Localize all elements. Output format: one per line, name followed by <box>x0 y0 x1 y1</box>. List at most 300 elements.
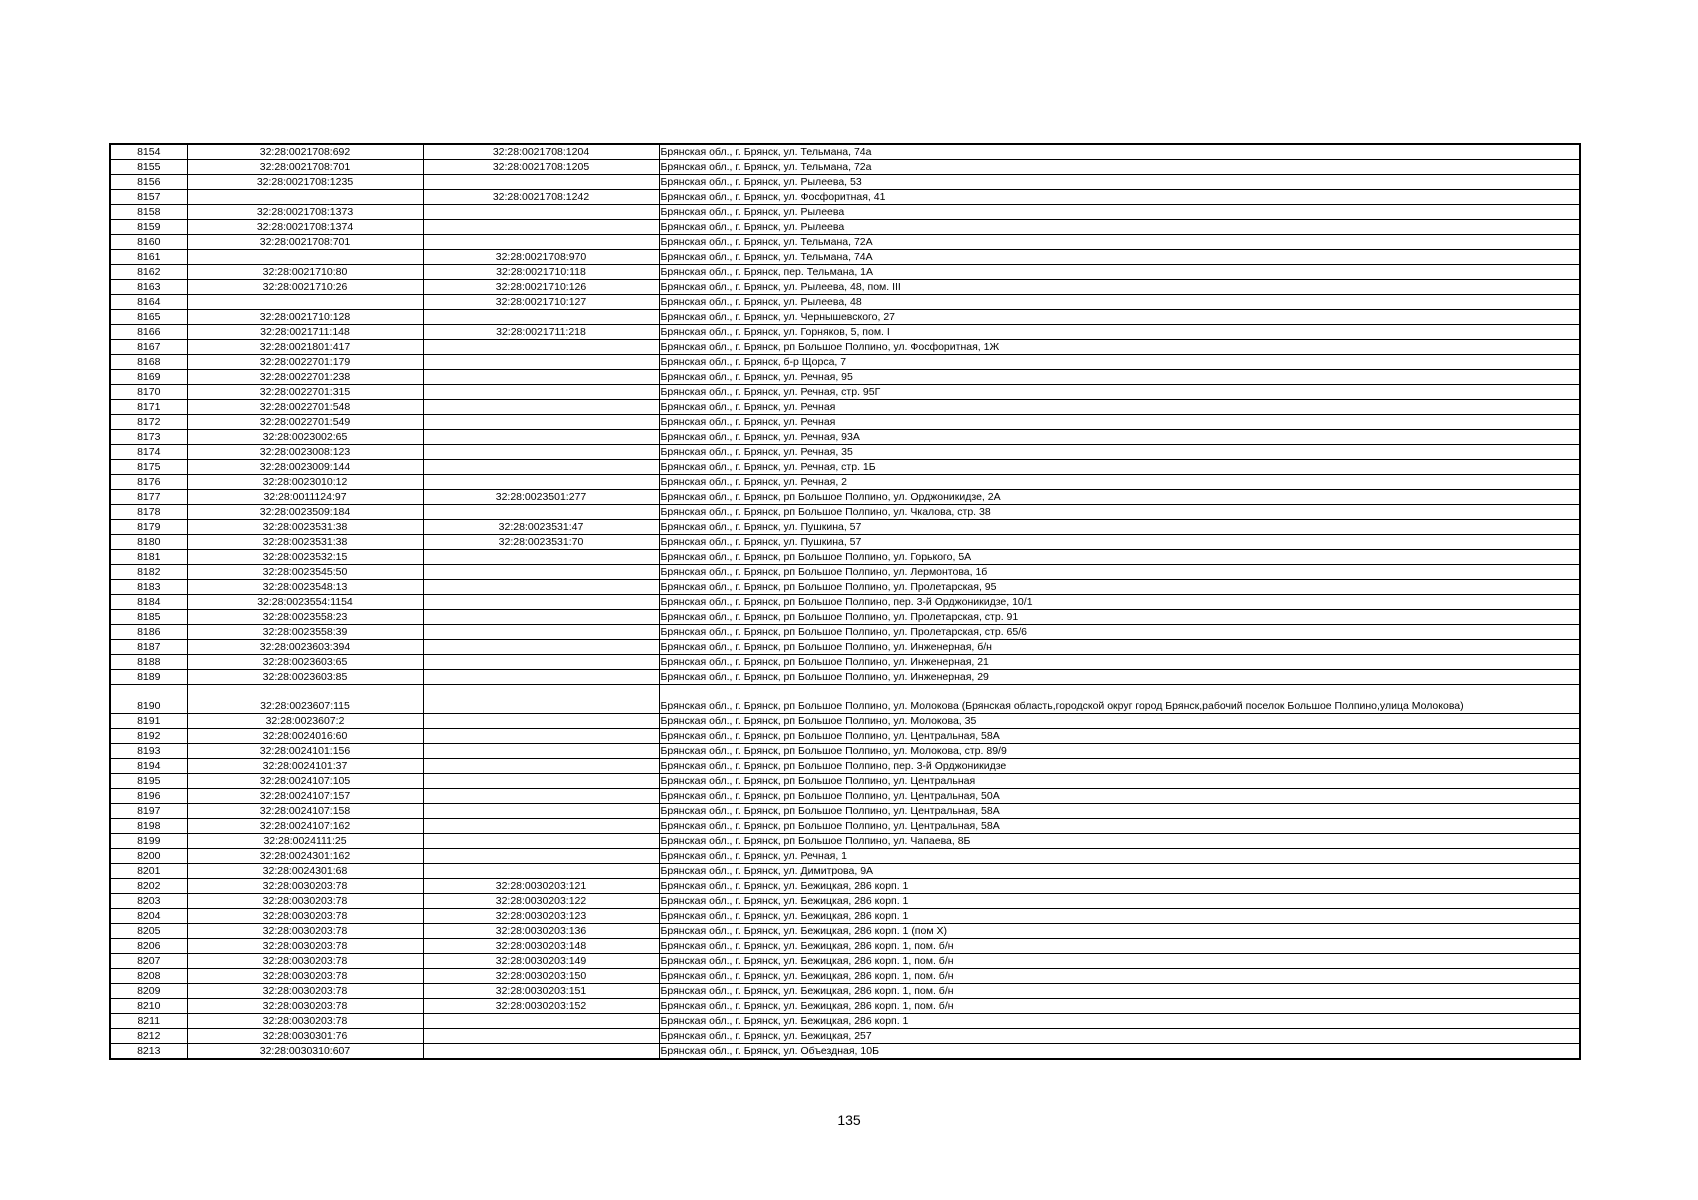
cadastral-number-cell: 32:28:0024101:156 <box>187 744 423 759</box>
address-cell: Брянская обл., г. Брянск, ул. Бежицкая, 286 корп. 1 <box>659 894 1580 909</box>
cadastral-number-cell: 32:28:0021710:80 <box>187 265 423 280</box>
address-cell: Брянская обл., г. Брянск, рп Большое Полпино, ул. Центральная, 58А <box>659 729 1580 744</box>
table-row <box>110 879 1580 894</box>
row-number-cell: 8177 <box>110 490 187 505</box>
row-number-cell: 8178 <box>110 505 187 520</box>
cadastral-number-cell: 32:28:0024301:162 <box>187 849 423 864</box>
parent-cadastral-number-cell: 32:28:0023531:70 <box>423 535 659 550</box>
parent-cadastral-number-cell <box>423 849 659 864</box>
cadastral-number-cell: 32:28:0024107:162 <box>187 819 423 834</box>
cadastral-number-cell: 32:28:0023554:1154 <box>187 595 423 610</box>
table-row <box>110 640 1580 655</box>
address-cell: Брянская обл., г. Брянск, ул. Димитрова, 9А <box>659 864 1580 879</box>
address-cell: Брянская обл., г. Брянск, б-р Щорса, 7 <box>659 355 1580 370</box>
address-cell: Брянская обл., г. Брянск, ул. Речная, стр. 1Б <box>659 460 1580 475</box>
address-cell: Брянская обл., г. Брянск, ул. Бежицкая, 286 корп. 1, пом. б/н <box>659 954 1580 969</box>
parent-cadastral-number-cell: 32:28:0030203:149 <box>423 954 659 969</box>
address-cell: Брянская обл., г. Брянск, ул. Пушкина, 57 <box>659 520 1580 535</box>
parent-cadastral-number-cell <box>423 834 659 849</box>
parent-cadastral-number-cell <box>423 685 659 714</box>
row-number-cell: 8202 <box>110 879 187 894</box>
row-number-cell: 8196 <box>110 789 187 804</box>
row-number-cell: 8190 <box>110 685 187 714</box>
table-row <box>110 205 1580 220</box>
row-number-cell: 8172 <box>110 415 187 430</box>
parent-cadastral-number-cell <box>423 400 659 415</box>
parent-cadastral-number-cell <box>423 744 659 759</box>
address-cell: Брянская обл., г. Брянск, рп Большое Полпино, ул. Лермонтова, 1б <box>659 565 1580 580</box>
parent-cadastral-number-cell: 32:28:0021710:126 <box>423 280 659 295</box>
cadastral-number-cell: 32:28:0021708:701 <box>187 235 423 250</box>
table-row <box>110 685 1580 714</box>
cadastral-number-cell: 32:28:0030203:78 <box>187 984 423 999</box>
parent-cadastral-number-cell <box>423 864 659 879</box>
cadastral-number-cell: 32:28:0023509:184 <box>187 505 423 520</box>
row-number-cell: 8162 <box>110 265 187 280</box>
table-row <box>110 160 1580 175</box>
row-number-cell: 8213 <box>110 1044 187 1060</box>
address-cell: Брянская обл., г. Брянск, ул. Бежицкая, 286 корп. 1 <box>659 909 1580 924</box>
cadastral-number-cell: 32:28:0030203:78 <box>187 954 423 969</box>
parent-cadastral-number-cell <box>423 415 659 430</box>
row-number-cell: 8167 <box>110 340 187 355</box>
page-number: 135 <box>837 1112 861 1128</box>
address-cell: Брянская обл., г. Брянск, рп Большое Полпино, ул. Молокова, 35 <box>659 714 1580 729</box>
address-cell: Брянская обл., г. Брянск, рп Большое Полпино, ул. Пролетарская, 95 <box>659 580 1580 595</box>
row-number-cell: 8154 <box>110 144 187 160</box>
address-cell: Брянская обл., г. Брянск, ул. Речная, стр. 95Г <box>659 385 1580 400</box>
parent-cadastral-number-cell: 32:28:0030203:122 <box>423 894 659 909</box>
address-cell: Брянская обл., г. Брянск, ул. Речная, 2 <box>659 475 1580 490</box>
parent-cadastral-number-cell <box>423 595 659 610</box>
address-cell: Брянская обл., г. Брянск, рп Большое Полпино, пер. 3-й Орджоникидзе <box>659 759 1580 774</box>
row-number-cell: 8161 <box>110 250 187 265</box>
cadastral-number-cell: 32:28:0030203:78 <box>187 909 423 924</box>
row-number-cell: 8210 <box>110 999 187 1014</box>
cadastral-number-cell: 32:28:0030203:78 <box>187 924 423 939</box>
cadastral-number-cell: 32:28:0021708:692 <box>187 144 423 160</box>
address-cell: Брянская обл., г. Брянск, рп Большое Полпино, пер. 3-й Орджоникидзе, 10/1 <box>659 595 1580 610</box>
parent-cadastral-number-cell: 32:28:0030203:150 <box>423 969 659 984</box>
table-row <box>110 295 1580 310</box>
cadastral-number-cell: 32:28:0023002:65 <box>187 430 423 445</box>
parent-cadastral-number-cell <box>423 774 659 789</box>
parent-cadastral-number-cell: 32:28:0021708:970 <box>423 250 659 265</box>
address-cell: Брянская обл., г. Брянск, ул. Тельмана, 72а <box>659 160 1580 175</box>
parent-cadastral-number-cell <box>423 729 659 744</box>
address-cell: Брянская обл., г. Брянск, ул. Речная, 93А <box>659 430 1580 445</box>
row-number-cell: 8209 <box>110 984 187 999</box>
table-row <box>110 520 1580 535</box>
table-row <box>110 370 1580 385</box>
address-cell: Брянская обл., г. Брянск, рп Большое Полпино, ул. Инженерная, 21 <box>659 655 1580 670</box>
parent-cadastral-number-cell <box>423 460 659 475</box>
table-row <box>110 655 1580 670</box>
table-body <box>110 144 1580 1059</box>
row-number-cell: 8165 <box>110 310 187 325</box>
table-row <box>110 250 1580 265</box>
row-number-cell: 8182 <box>110 565 187 580</box>
cadastral-number-cell: 32:28:0021708:1235 <box>187 175 423 190</box>
cadastral-number-cell: 32:28:0023558:23 <box>187 610 423 625</box>
table-row <box>110 325 1580 340</box>
parent-cadastral-number-cell <box>423 1044 659 1060</box>
cadastral-number-cell: 32:28:0023545:50 <box>187 565 423 580</box>
address-cell: Брянская обл., г. Брянск, рп Большое Полпино, ул. Центральная <box>659 774 1580 789</box>
address-cell: Брянская обл., г. Брянск, рп Большое Полпино, ул. Орджоникидзе, 2А <box>659 490 1580 505</box>
address-cell: Брянская обл., г. Брянск, рп Большое Полпино, ул. Молокова (Брянская область,городской округ город Брянск,рабочий поселок Большое Полпино,улица Молокова) <box>659 685 1580 714</box>
table-row <box>110 190 1580 205</box>
table-row <box>110 385 1580 400</box>
address-cell: Брянская обл., г. Брянск, рп Большое Полпино, ул. Чапаева, 8Б <box>659 834 1580 849</box>
cadastral-number-cell <box>187 190 423 205</box>
table-row <box>110 220 1580 235</box>
parent-cadastral-number-cell <box>423 220 659 235</box>
cadastral-number-cell: 32:28:0022701:549 <box>187 415 423 430</box>
table-row <box>110 999 1580 1014</box>
address-cell: Брянская обл., г. Брянск, ул. Речная <box>659 400 1580 415</box>
table-row <box>110 550 1580 565</box>
table-row <box>110 864 1580 879</box>
cadastral-number-cell: 32:28:0030203:78 <box>187 894 423 909</box>
table-row <box>110 535 1580 550</box>
address-cell: Брянская обл., г. Брянск, ул. Рылеева, 48 <box>659 295 1580 310</box>
cadastral-number-cell: 32:28:0024301:68 <box>187 864 423 879</box>
parent-cadastral-number-cell <box>423 580 659 595</box>
address-cell: Брянская обл., г. Брянск, ул. Бежицкая, 286 корп. 1, пом. б/н <box>659 999 1580 1014</box>
table-row <box>110 1029 1580 1044</box>
table-row <box>110 340 1580 355</box>
address-cell: Брянская обл., г. Брянск, ул. Речная <box>659 415 1580 430</box>
row-number-cell: 8204 <box>110 909 187 924</box>
address-cell: Брянская обл., г. Брянск, ул. Чернышевского, 27 <box>659 310 1580 325</box>
table-row <box>110 400 1580 415</box>
cadastral-number-cell: 32:28:0030203:78 <box>187 969 423 984</box>
parent-cadastral-number-cell: 32:28:0021710:118 <box>423 265 659 280</box>
table-row <box>110 849 1580 864</box>
table-row <box>110 175 1580 190</box>
address-cell: Брянская обл., г. Брянск, рп Большое Полпино, ул. Горького, 5А <box>659 550 1580 565</box>
table-row <box>110 909 1580 924</box>
parent-cadastral-number-cell: 32:28:0030203:148 <box>423 939 659 954</box>
cadastral-number-cell: 32:28:0023531:38 <box>187 520 423 535</box>
cadastral-number-cell: 32:28:0023010:12 <box>187 475 423 490</box>
row-number-cell: 8194 <box>110 759 187 774</box>
parent-cadastral-number-cell <box>423 370 659 385</box>
cadastral-number-cell: 32:28:0024107:158 <box>187 804 423 819</box>
row-number-cell: 8183 <box>110 580 187 595</box>
row-number-cell: 8189 <box>110 670 187 685</box>
table-row <box>110 625 1580 640</box>
address-cell: Брянская обл., г. Брянск, ул. Рылеева, 53 <box>659 175 1580 190</box>
cadastral-number-cell: 32:28:0023603:394 <box>187 640 423 655</box>
row-number-cell: 8181 <box>110 550 187 565</box>
table-row <box>110 924 1580 939</box>
table-row <box>110 565 1580 580</box>
address-cell: Брянская обл., г. Брянск, ул. Фосфоритная, 41 <box>659 190 1580 205</box>
cadastral-number-cell: 32:28:0023548:13 <box>187 580 423 595</box>
parent-cadastral-number-cell <box>423 789 659 804</box>
parent-cadastral-number-cell <box>423 430 659 445</box>
table-row <box>110 355 1580 370</box>
table-row <box>110 729 1580 744</box>
row-number-cell: 8176 <box>110 475 187 490</box>
parent-cadastral-number-cell <box>423 1029 659 1044</box>
cadastral-number-cell: 32:28:0023532:15 <box>187 550 423 565</box>
row-number-cell: 8205 <box>110 924 187 939</box>
cadastral-number-cell: 32:28:0023603:65 <box>187 655 423 670</box>
parent-cadastral-number-cell: 32:28:0023501:277 <box>423 490 659 505</box>
table-row <box>110 580 1580 595</box>
parent-cadastral-number-cell <box>423 819 659 834</box>
address-cell: Брянская обл., г. Брянск, ул. Речная, 95 <box>659 370 1580 385</box>
table-row <box>110 490 1580 505</box>
address-cell: Брянская обл., г. Брянск, ул. Тельмана, 74А <box>659 250 1580 265</box>
row-number-cell: 8191 <box>110 714 187 729</box>
parent-cadastral-number-cell: 32:28:0030203:151 <box>423 984 659 999</box>
parent-cadastral-number-cell <box>423 759 659 774</box>
table-row <box>110 714 1580 729</box>
address-cell: Брянская обл., г. Брянск, ул. Бежицкая, 286 корп. 1, пом. б/н <box>659 939 1580 954</box>
address-cell: Брянская обл., г. Брянск, ул. Речная, 1 <box>659 849 1580 864</box>
cadastral-number-cell: 32:28:0024107:157 <box>187 789 423 804</box>
row-number-cell: 8156 <box>110 175 187 190</box>
cadastral-number-cell: 32:28:0024111:25 <box>187 834 423 849</box>
parent-cadastral-number-cell <box>423 310 659 325</box>
parent-cadastral-number-cell: 32:28:0030203:136 <box>423 924 659 939</box>
address-cell: Брянская обл., г. Брянск, пер. Тельмана, 1А <box>659 265 1580 280</box>
parent-cadastral-number-cell <box>423 714 659 729</box>
table-row <box>110 595 1580 610</box>
table-row <box>110 144 1580 160</box>
row-number-cell: 8212 <box>110 1029 187 1044</box>
cadastral-number-cell: 32:28:0023603:85 <box>187 670 423 685</box>
address-cell: Брянская обл., г. Брянск, ул. Бежицкая, 257 <box>659 1029 1580 1044</box>
address-cell: Брянская обл., г. Брянск, ул. Рылеева <box>659 205 1580 220</box>
cadastral-number-cell: 32:28:0021710:26 <box>187 280 423 295</box>
parent-cadastral-number-cell <box>423 340 659 355</box>
parent-cadastral-number-cell <box>423 565 659 580</box>
address-cell: Брянская обл., г. Брянск, ул. Тельмана, 74а <box>659 144 1580 160</box>
address-cell: Брянская обл., г. Брянск, рп Большое Полпино, ул. Фосфоритная, 1Ж <box>659 340 1580 355</box>
parent-cadastral-number-cell: 32:28:0021708:1242 <box>423 190 659 205</box>
cadastral-number-cell: 32:28:0023607:2 <box>187 714 423 729</box>
table-row <box>110 235 1580 250</box>
row-number-cell: 8203 <box>110 894 187 909</box>
parent-cadastral-number-cell <box>423 475 659 490</box>
table-row <box>110 1014 1580 1029</box>
row-number-cell: 8179 <box>110 520 187 535</box>
address-cell: Брянская обл., г. Брянск, рп Большое Полпино, ул. Чкалова, стр. 38 <box>659 505 1580 520</box>
cadastral-number-cell: 32:28:0024107:105 <box>187 774 423 789</box>
address-cell: Брянская обл., г. Брянск, ул. Объездная, 10Б <box>659 1044 1580 1060</box>
cadastral-number-cell: 32:28:0021708:1373 <box>187 205 423 220</box>
row-number-cell: 8206 <box>110 939 187 954</box>
parent-cadastral-number-cell <box>423 1014 659 1029</box>
cadastral-number-cell: 32:28:0021710:128 <box>187 310 423 325</box>
parent-cadastral-number-cell <box>423 235 659 250</box>
address-cell: Брянская обл., г. Брянск, ул. Бежицкая, 286 корп. 1 <box>659 1014 1580 1029</box>
cadastral-number-cell: 32:28:0030203:78 <box>187 1014 423 1029</box>
parent-cadastral-number-cell <box>423 804 659 819</box>
table-row <box>110 834 1580 849</box>
address-cell: Брянская обл., г. Брянск, ул. Бежицкая, 286 корп. 1 (пом X) <box>659 924 1580 939</box>
row-number-cell: 8169 <box>110 370 187 385</box>
row-number-cell: 8155 <box>110 160 187 175</box>
row-number-cell: 8201 <box>110 864 187 879</box>
parent-cadastral-number-cell: 32:28:0021710:127 <box>423 295 659 310</box>
row-number-cell: 8199 <box>110 834 187 849</box>
address-cell: Брянская обл., г. Брянск, рп Большое Полпино, ул. Молокова, стр. 89/9 <box>659 744 1580 759</box>
cadastral-number-cell: 32:28:0021708:1374 <box>187 220 423 235</box>
cadastral-number-cell: 32:28:0021801:417 <box>187 340 423 355</box>
row-number-cell: 8168 <box>110 355 187 370</box>
cadastral-number-cell: 32:28:0030203:78 <box>187 939 423 954</box>
cadastral-number-cell: 32:28:0022701:315 <box>187 385 423 400</box>
parent-cadastral-number-cell <box>423 445 659 460</box>
address-cell: Брянская обл., г. Брянск, ул. Тельмана, 72А <box>659 235 1580 250</box>
table-row <box>110 789 1580 804</box>
row-number-cell: 8197 <box>110 804 187 819</box>
table-row <box>110 984 1580 999</box>
row-number-cell: 8193 <box>110 744 187 759</box>
parent-cadastral-number-cell <box>423 610 659 625</box>
table-row <box>110 475 1580 490</box>
table-row <box>110 744 1580 759</box>
address-cell: Брянская обл., г. Брянск, ул. Рылеева <box>659 220 1580 235</box>
address-cell: Брянская обл., г. Брянск, рп Большое Полпино, ул. Центральная, 50А <box>659 789 1580 804</box>
row-number-cell: 8163 <box>110 280 187 295</box>
address-cell: Брянская обл., г. Брянск, рп Большое Полпино, ул. Пролетарская, стр. 65/6 <box>659 625 1580 640</box>
cadastral-number-cell: 32:28:0024101:37 <box>187 759 423 774</box>
table-row <box>110 265 1580 280</box>
address-cell: Брянская обл., г. Брянск, ул. Горняков, 5, пом. I <box>659 325 1580 340</box>
address-cell: Брянская обл., г. Брянск, ул. Бежицкая, 286 корп. 1 <box>659 879 1580 894</box>
cadastral-number-cell: 32:28:0023008:123 <box>187 445 423 460</box>
cadastral-number-cell: 32:28:0024016:60 <box>187 729 423 744</box>
cadastral-number-cell: 32:28:0023009:144 <box>187 460 423 475</box>
row-number-cell: 8166 <box>110 325 187 340</box>
cadastral-number-cell: 32:28:0021708:701 <box>187 160 423 175</box>
row-number-cell: 8173 <box>110 430 187 445</box>
table-row <box>110 1044 1580 1060</box>
parent-cadastral-number-cell <box>423 655 659 670</box>
cadastral-number-cell: 32:28:0011124:97 <box>187 490 423 505</box>
row-number-cell: 8160 <box>110 235 187 250</box>
table-row <box>110 610 1580 625</box>
parent-cadastral-number-cell <box>423 670 659 685</box>
address-cell: Брянская обл., г. Брянск, ул. Рылеева, 48, пом. III <box>659 280 1580 295</box>
row-number-cell: 8174 <box>110 445 187 460</box>
address-cell: Брянская обл., г. Брянск, ул. Бежицкая, 286 корп. 1, пом. б/н <box>659 984 1580 999</box>
table-row <box>110 774 1580 789</box>
table-row <box>110 954 1580 969</box>
address-cell: Брянская обл., г. Брянск, рп Большое Полпино, ул. Центральная, 58А <box>659 804 1580 819</box>
row-number-cell: 8157 <box>110 190 187 205</box>
cadastral-number-cell: 32:28:0030310:607 <box>187 1044 423 1060</box>
table-row <box>110 894 1580 909</box>
row-number-cell: 8184 <box>110 595 187 610</box>
row-number-cell: 8188 <box>110 655 187 670</box>
row-number-cell: 8208 <box>110 969 187 984</box>
address-cell: Брянская обл., г. Брянск, ул. Бежицкая, 286 корп. 1, пом. б/н <box>659 969 1580 984</box>
row-number-cell: 8211 <box>110 1014 187 1029</box>
row-number-cell: 8198 <box>110 819 187 834</box>
cadastral-registry-table <box>109 143 1581 1060</box>
table-row <box>110 505 1580 520</box>
parent-cadastral-number-cell: 32:28:0021708:1204 <box>423 144 659 160</box>
parent-cadastral-number-cell <box>423 175 659 190</box>
cadastral-number-cell: 32:28:0021711:148 <box>187 325 423 340</box>
parent-cadastral-number-cell <box>423 640 659 655</box>
row-number-cell: 8185 <box>110 610 187 625</box>
parent-cadastral-number-cell <box>423 625 659 640</box>
row-number-cell: 8192 <box>110 729 187 744</box>
cadastral-number-cell: 32:28:0030203:78 <box>187 999 423 1014</box>
row-number-cell: 8207 <box>110 954 187 969</box>
row-number-cell: 8164 <box>110 295 187 310</box>
parent-cadastral-number-cell <box>423 205 659 220</box>
table-row <box>110 415 1580 430</box>
table-row <box>110 759 1580 774</box>
address-cell: Брянская обл., г. Брянск, рп Большое Полпино, ул. Инженерная, б/н <box>659 640 1580 655</box>
address-cell: Брянская обл., г. Брянск, ул. Пушкина, 57 <box>659 535 1580 550</box>
parent-cadastral-number-cell: 32:28:0021708:1205 <box>423 160 659 175</box>
parent-cadastral-number-cell <box>423 385 659 400</box>
row-number-cell: 8186 <box>110 625 187 640</box>
cadastral-number-cell <box>187 295 423 310</box>
cadastral-number-cell: 32:28:0022701:238 <box>187 370 423 385</box>
table-row <box>110 280 1580 295</box>
cadastral-number-cell: 32:28:0023531:38 <box>187 535 423 550</box>
row-number-cell: 8171 <box>110 400 187 415</box>
cadastral-number-cell: 32:28:0030203:78 <box>187 879 423 894</box>
cadastral-number-cell: 32:28:0022701:179 <box>187 355 423 370</box>
row-number-cell: 8200 <box>110 849 187 864</box>
address-cell: Брянская обл., г. Брянск, рп Большое Полпино, ул. Пролетарская, стр. 91 <box>659 610 1580 625</box>
parent-cadastral-number-cell: 32:28:0030203:121 <box>423 879 659 894</box>
table-row <box>110 819 1580 834</box>
row-number-cell: 8170 <box>110 385 187 400</box>
parent-cadastral-number-cell: 32:28:0030203:152 <box>423 999 659 1014</box>
parent-cadastral-number-cell: 32:28:0023531:47 <box>423 520 659 535</box>
table-row <box>110 445 1580 460</box>
address-cell: Брянская обл., г. Брянск, рп Большое Полпино, ул. Центральная, 58А <box>659 819 1580 834</box>
parent-cadastral-number-cell: 32:28:0021711:218 <box>423 325 659 340</box>
row-number-cell: 8187 <box>110 640 187 655</box>
row-number-cell: 8158 <box>110 205 187 220</box>
parent-cadastral-number-cell: 32:28:0030203:123 <box>423 909 659 924</box>
cadastral-number-cell <box>187 250 423 265</box>
table-row <box>110 939 1580 954</box>
table-row <box>110 969 1580 984</box>
address-cell: Брянская обл., г. Брянск, ул. Речная, 35 <box>659 445 1580 460</box>
table-row <box>110 430 1580 445</box>
parent-cadastral-number-cell <box>423 505 659 520</box>
table-row <box>110 670 1580 685</box>
row-number-cell: 8175 <box>110 460 187 475</box>
cadastral-number-cell: 32:28:0023558:39 <box>187 625 423 640</box>
cadastral-number-cell: 32:28:0022701:548 <box>187 400 423 415</box>
parent-cadastral-number-cell <box>423 550 659 565</box>
table-row <box>110 460 1580 475</box>
row-number-cell: 8195 <box>110 774 187 789</box>
row-number-cell: 8159 <box>110 220 187 235</box>
cadastral-number-cell: 32:28:0023607:115 <box>187 685 423 714</box>
address-cell: Брянская обл., г. Брянск, рп Большое Полпино, ул. Инженерная, 29 <box>659 670 1580 685</box>
table-row <box>110 310 1580 325</box>
table-row <box>110 804 1580 819</box>
